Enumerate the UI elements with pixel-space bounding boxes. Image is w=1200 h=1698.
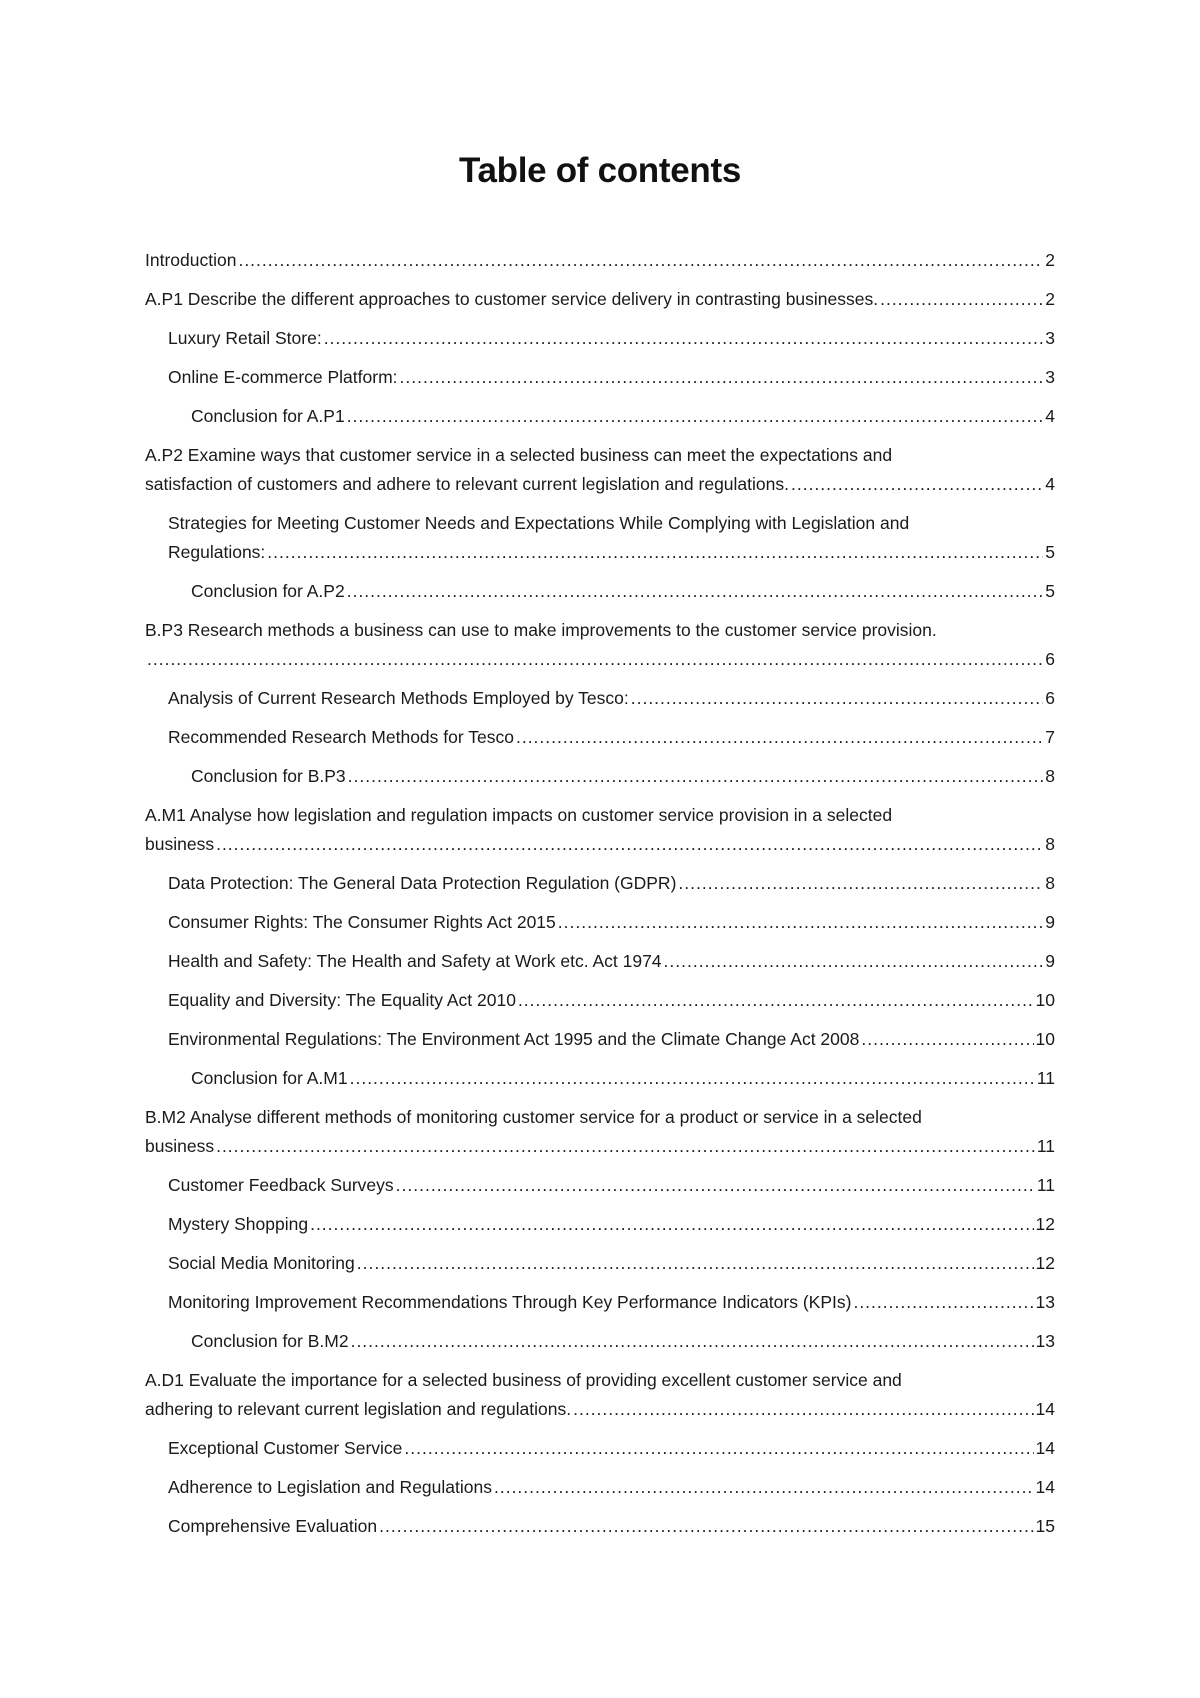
- toc-entry-leader-line: [145, 246, 1055, 275]
- toc-entry-leader-line: [191, 1327, 1055, 1356]
- toc-entry-text: business: [145, 1136, 215, 1156]
- toc-entry-text: Online E-commerce Platform:: [168, 367, 398, 387]
- toc-entry-leader-line: [168, 363, 1055, 392]
- toc-entry-leader-line: [168, 1171, 1055, 1200]
- dot-leader: [404, 1434, 1033, 1463]
- toc-page-number: 2: [1045, 250, 1055, 270]
- toc-entry[interactable]: [145, 577, 1055, 606]
- toc-entry-text: Conclusion for B.M2: [191, 1331, 349, 1351]
- toc-entry[interactable]: [145, 441, 1055, 499]
- toc-entry[interactable]: [145, 509, 1055, 567]
- toc-entry-leader-line: [168, 869, 1055, 898]
- toc-entry-text: Recommended Research Methods for Tesco: [168, 727, 514, 747]
- toc-entry[interactable]: [145, 1512, 1055, 1541]
- toc-entry-text: adhering to relevant current legislation and regulations.: [145, 1399, 572, 1419]
- toc-page-number: 3: [1045, 367, 1055, 387]
- toc-entry[interactable]: [145, 1210, 1055, 1239]
- toc-page-number: 5: [1045, 581, 1055, 601]
- toc-entry-leader-line: [145, 1395, 1055, 1424]
- toc-entry[interactable]: [145, 947, 1055, 976]
- toc-entry-text-line1: A.P2 Examine ways that customer service in a selected business can meet the expectations and: [145, 445, 893, 465]
- toc-entry-leader-line: [168, 947, 1055, 976]
- toc-entry-text: Monitoring Improvement Recommendations Through Key Performance Indicators (KPIs): [168, 1292, 852, 1312]
- toc-entry-text: Introduction: [145, 250, 237, 270]
- toc-entry[interactable]: [145, 1366, 1055, 1424]
- dot-leader: [631, 684, 1044, 713]
- toc-entry-leader-line: [145, 830, 1055, 859]
- page-title: Table of contents: [458, 151, 742, 190]
- toc-entry-leader-line: [145, 1132, 1055, 1161]
- toc-page-number: 3: [1045, 328, 1055, 348]
- toc-entry[interactable]: [145, 285, 1055, 314]
- dot-leader: [350, 1064, 1035, 1093]
- toc-entry-text-line1: B.P3 Research methods a business can use to make improvements to the customer service provision.: [145, 620, 937, 640]
- dot-leader: [216, 830, 1043, 859]
- toc-page-number: 14: [1035, 1399, 1055, 1419]
- toc-entry-text: Mystery Shopping: [168, 1214, 309, 1234]
- toc-entry-text: Social Media Monitoring: [168, 1253, 355, 1273]
- toc-entry-text: Health and Safety: The Health and Safety at Work etc. Act 1974: [168, 951, 662, 971]
- toc-page-number: 5: [1045, 542, 1055, 562]
- toc-entry[interactable]: [145, 1064, 1055, 1093]
- toc-entry-text: Data Protection: The General Data Protection Regulation (GDPR): [168, 873, 677, 893]
- toc-entry[interactable]: [145, 402, 1055, 431]
- toc-page-number: 10: [1035, 1029, 1055, 1049]
- toc-entry[interactable]: [145, 616, 1055, 674]
- toc-entry[interactable]: [145, 801, 1055, 859]
- dot-leader: [347, 577, 1044, 606]
- dot-leader: [400, 363, 1044, 392]
- toc-page-number: 6: [1045, 649, 1055, 669]
- dot-leader: [853, 1288, 1033, 1317]
- toc-page-number: 13: [1035, 1292, 1055, 1312]
- dot-leader: [348, 762, 1044, 791]
- toc-page-number: 12: [1035, 1253, 1055, 1273]
- toc-entry-leader-line: [145, 645, 1055, 674]
- toc-entry-leader-line: [168, 1473, 1055, 1502]
- toc-entry-leader-line: [168, 684, 1055, 713]
- toc-entry-leader-line: [168, 1512, 1055, 1541]
- toc-entry-leader-line: [168, 538, 1055, 567]
- dot-leader: [238, 246, 1043, 275]
- toc-page-number: 15: [1035, 1516, 1055, 1536]
- toc-page-number: 11: [1036, 1068, 1055, 1088]
- toc-page-number: 8: [1045, 834, 1055, 854]
- toc-entry-text: Equality and Diversity: The Equality Act 2010: [168, 990, 516, 1010]
- toc-page-number: 11: [1036, 1175, 1055, 1195]
- dot-leader: [310, 1210, 1033, 1239]
- dot-leader: [351, 1327, 1034, 1356]
- toc-entry-text: Conclusion for B.P3: [191, 766, 346, 786]
- dot-leader: [396, 1171, 1035, 1200]
- toc-entry[interactable]: [145, 684, 1055, 713]
- toc-entry-leader-line: [168, 1210, 1055, 1239]
- toc-entry[interactable]: [145, 1327, 1055, 1356]
- toc-entry-leader-line: [168, 1288, 1055, 1317]
- toc-page-number: 9: [1045, 951, 1055, 971]
- dot-leader: [678, 869, 1043, 898]
- toc-entry-text: Regulations:: [168, 542, 266, 562]
- toc-entry[interactable]: [145, 1171, 1055, 1200]
- toc-entry-leader-line: [191, 402, 1055, 431]
- toc-entry-text: Environmental Regulations: The Environment Act 1995 and the Climate Change Act 2008: [168, 1029, 860, 1049]
- toc-entry[interactable]: [145, 762, 1055, 791]
- toc-entry-text: Conclusion for A.P1: [191, 406, 345, 426]
- toc-entry-leader-line: [191, 577, 1055, 606]
- toc-page-number: 14: [1035, 1438, 1055, 1458]
- toc-entry-text-line1: A.M1 Analyse how legislation and regulation impacts on customer service provision in a selected: [145, 805, 893, 825]
- toc-entry-leader-line: [168, 986, 1055, 1015]
- dot-leader: [880, 285, 1043, 314]
- toc-entry-text: Conclusion for A.M1: [191, 1068, 348, 1088]
- toc-entry[interactable]: [145, 246, 1055, 275]
- toc-entry[interactable]: [145, 869, 1055, 898]
- toc-entry-leader-line: [168, 1249, 1055, 1278]
- toc-entry-leader-line: [168, 1434, 1055, 1463]
- dot-leader: [861, 1025, 1033, 1054]
- toc-entry[interactable]: [145, 324, 1055, 353]
- dot-leader: [558, 908, 1043, 937]
- toc-entry-text: Customer Feedback Surveys: [168, 1175, 394, 1195]
- toc-entry-text: business: [145, 834, 215, 854]
- toc-entry-leader-line: [191, 762, 1055, 791]
- toc-entry[interactable]: [145, 908, 1055, 937]
- dot-leader: [791, 470, 1043, 499]
- toc-entry-text: Luxury Retail Store:: [168, 328, 322, 348]
- toc-entry-text: Comprehensive Evaluation: [168, 1516, 378, 1536]
- toc-entry-text-line1: A.D1 Evaluate the importance for a selected business of providing excellent customer service and: [145, 1370, 902, 1390]
- dot-leader: [494, 1473, 1034, 1502]
- toc-entry-text: Exceptional Customer Service: [168, 1438, 403, 1458]
- toc-entry-leader-line: [168, 908, 1055, 937]
- dot-leader: [357, 1249, 1034, 1278]
- dot-leader: [267, 538, 1043, 567]
- dot-leader: [379, 1512, 1033, 1541]
- dot-leader: [216, 1132, 1035, 1161]
- toc-page-number: 4: [1045, 474, 1055, 494]
- toc-entry-text: Conclusion for A.P2: [191, 581, 345, 601]
- toc-page-number: 11: [1036, 1136, 1055, 1156]
- dot-leader: [147, 645, 1043, 674]
- toc-entry-leader-line: [168, 324, 1055, 353]
- toc-entry[interactable]: [145, 1103, 1055, 1161]
- dot-leader: [516, 723, 1043, 752]
- toc-page-number: 8: [1045, 873, 1055, 893]
- dot-leader: [664, 947, 1044, 976]
- toc-page-number: 13: [1035, 1331, 1055, 1351]
- toc-page-number: 14: [1035, 1477, 1055, 1497]
- toc-entry-text-line1: B.M2 Analyse different methods of monitoring customer service for a product or service in a selected: [145, 1107, 922, 1127]
- toc-entry-text: A.P1 Describe the different approaches to customer service delivery in contrasting businesses.: [145, 289, 879, 309]
- toc-entry-text: Adherence to Legislation and Regulations: [168, 1477, 492, 1497]
- table-of-contents: [145, 246, 1055, 1551]
- toc-entry-text-line1: Strategies for Meeting Customer Needs and Expectations While Complying with Legislation and: [168, 513, 910, 533]
- toc-entry-leader-line: [145, 285, 1055, 314]
- toc-page-number: 4: [1045, 406, 1055, 426]
- toc-entry-leader-line: [191, 1064, 1055, 1093]
- toc-entry-text: Analysis of Current Research Methods Employed by Tesco:: [168, 688, 629, 708]
- toc-page-number: 7: [1045, 727, 1055, 747]
- toc-entry[interactable]: [145, 723, 1055, 752]
- dot-leader: [324, 324, 1044, 353]
- toc-entry[interactable]: [145, 363, 1055, 392]
- toc-entry[interactable]: [145, 1249, 1055, 1278]
- toc-page-number: 9: [1045, 912, 1055, 932]
- toc-page-number: 8: [1045, 766, 1055, 786]
- toc-entry[interactable]: [145, 1025, 1055, 1054]
- toc-page-number: 10: [1035, 990, 1055, 1010]
- toc-entry-leader-line: [168, 723, 1055, 752]
- dot-leader: [573, 1395, 1033, 1424]
- toc-entry-leader-line: [168, 1025, 1055, 1054]
- toc-entry-text: Consumer Rights: The Consumer Rights Act 2015: [168, 912, 556, 932]
- dot-leader: [347, 402, 1044, 431]
- toc-entry-text: satisfaction of customers and adhere to relevant current legislation and regulations.: [145, 474, 789, 494]
- toc-page-number: 12: [1035, 1214, 1055, 1234]
- toc-entry[interactable]: [145, 1434, 1055, 1463]
- toc-entry[interactable]: [145, 1288, 1055, 1317]
- dot-leader: [518, 986, 1034, 1015]
- toc-entry[interactable]: [145, 1473, 1055, 1502]
- toc-page-number: 2: [1045, 289, 1055, 309]
- toc-entry-leader-line: [145, 470, 1055, 499]
- toc-page-number: 6: [1045, 688, 1055, 708]
- toc-entry[interactable]: [145, 986, 1055, 1015]
